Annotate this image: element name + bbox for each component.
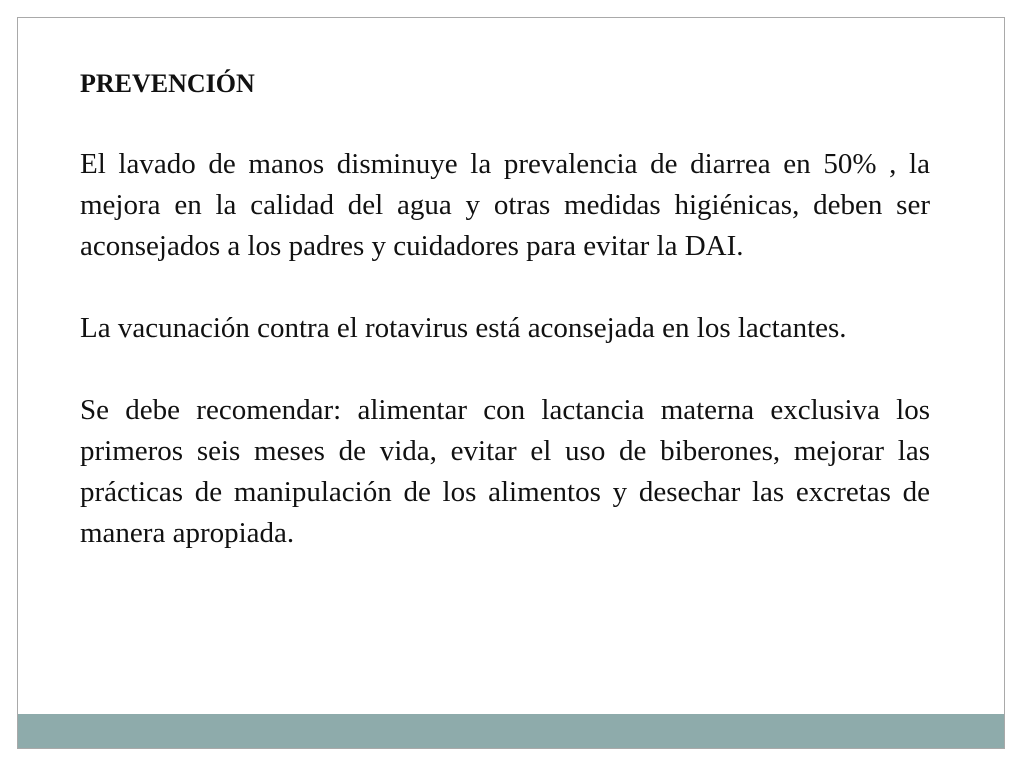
paragraph-recommendations: Se debe recomendar: alimentar con lactancia materna exclusiva los primeros seis meses de vida, evitar el uso de biberones, mejorar las prácticas de manipulación de los alimentos y desechar las excretas de manera apropiada. — [80, 394, 930, 549]
footer-bar — [18, 714, 1004, 748]
paragraph-handwashing: El lavado de manos disminuye la prevalencia de diarrea en 50% , la mejora en la calidad del agua y otras medidas higiénicas, deben ser aconsejados a los padres y cuidadores para evitar la DAI. — [80, 148, 930, 262]
slide-content — [80, 64, 930, 554]
slide-title: PREVENCIÓN — [80, 69, 255, 98]
slide-frame — [17, 17, 1005, 749]
paragraph-vaccination: La vacunación contra el rotavirus está aconsejada en los lactantes. — [80, 312, 847, 344]
